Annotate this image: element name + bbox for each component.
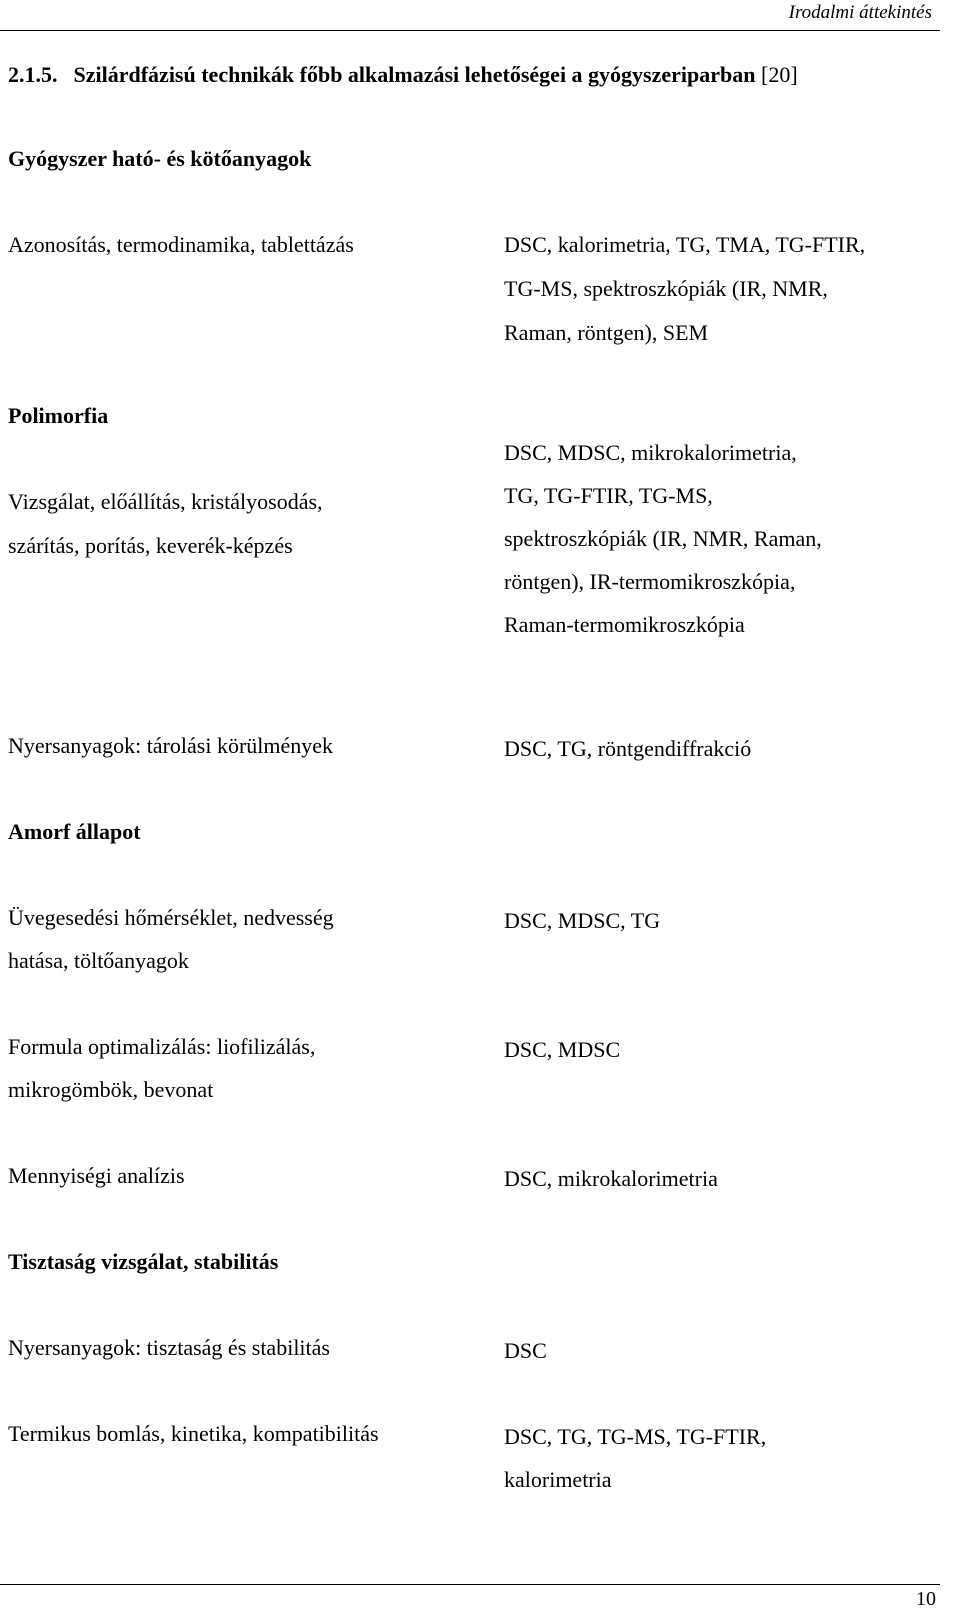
row-left-text: szárítás, porítás, keverék-képzés (8, 533, 293, 558)
row-left-text: Üvegesedési hőmérséklet, nedvesség (8, 905, 334, 930)
section-reference: [20] (761, 62, 798, 87)
group-heading-polymorphism: Polimorfia (8, 403, 109, 428)
row-right-text: röntgen), IR-termomikroszkópia, (504, 569, 796, 594)
footer-rule (0, 1584, 940, 1585)
section-number: 2.1.5. (8, 62, 58, 87)
row-left-text: Nyersanyagok: tisztaság és stabilitás (8, 1335, 330, 1360)
row-left-text: Azonosítás, termodinamika, tablettázás (8, 232, 354, 257)
row-right-text: DSC, MDSC (504, 1037, 621, 1062)
page-number: 10 (916, 1588, 936, 1610)
row-right-text: DSC, mikrokalorimetria (504, 1166, 718, 1191)
row-right-text: TG-MS, spektroszkópiák (IR, NMR, (504, 276, 828, 301)
row-left-text: Vizsgálat, előállítás, kristályosodás, (8, 489, 323, 514)
row-right-text: spektroszkópiák (IR, NMR, Raman, (504, 526, 822, 551)
row-right-text: Raman-termomikroszkópia (504, 612, 745, 637)
section-heading (8, 62, 798, 88)
row-left-text: hatása, töltőanyagok (8, 948, 189, 973)
group-heading-active-ingredients: Gyógyszer ható- és kötőanyagok (8, 146, 312, 171)
storage-conditions-label: : tárolási körülmények (135, 733, 334, 758)
running-title: Irodalmi áttekintés (788, 2, 932, 23)
row-left-text: mikrogömbök, bevonat (8, 1077, 214, 1102)
raw-materials-label: Nyersanyagok (8, 733, 136, 758)
row-left-text: Formula optimalizálás: liofilizálás, (8, 1034, 316, 1059)
row-right-text: DSC, MDSC, mikrokalorimetria, (504, 440, 797, 465)
row-left-text: Mennyiségi analízis (8, 1163, 185, 1188)
row-right-text: DSC, kalorimetria, TG, TMA, TG-FTIR, (504, 232, 866, 257)
row-right-text: TG, TG-FTIR, TG-MS, (504, 483, 713, 508)
row-right-text: kalorimetria (504, 1467, 612, 1492)
group-heading-amorphous-state: Amorf állapot (8, 819, 141, 844)
row-left-text (8, 733, 333, 759)
group-heading-purity-stability: Tisztaság vizsgálat, stabilitás (8, 1249, 279, 1274)
row-right-text: DSC, TG, TG-MS, TG-FTIR, (504, 1424, 767, 1449)
row-left-text: Termikus bomlás, kinetika, kompatibilitás (8, 1421, 379, 1446)
row-right-text: DSC (504, 1338, 547, 1363)
section-title: Szilárdfázisú technikák főbb alkalmazási lehetőségei a gyógyszeriparban (73, 62, 756, 87)
running-header (0, 0, 940, 31)
row-right-text: Raman, röntgen), SEM (504, 320, 709, 345)
row-right-text: DSC, MDSC, TG (504, 908, 661, 933)
row-right-text: DSC, TG, röntgendiffrakció (504, 736, 752, 761)
